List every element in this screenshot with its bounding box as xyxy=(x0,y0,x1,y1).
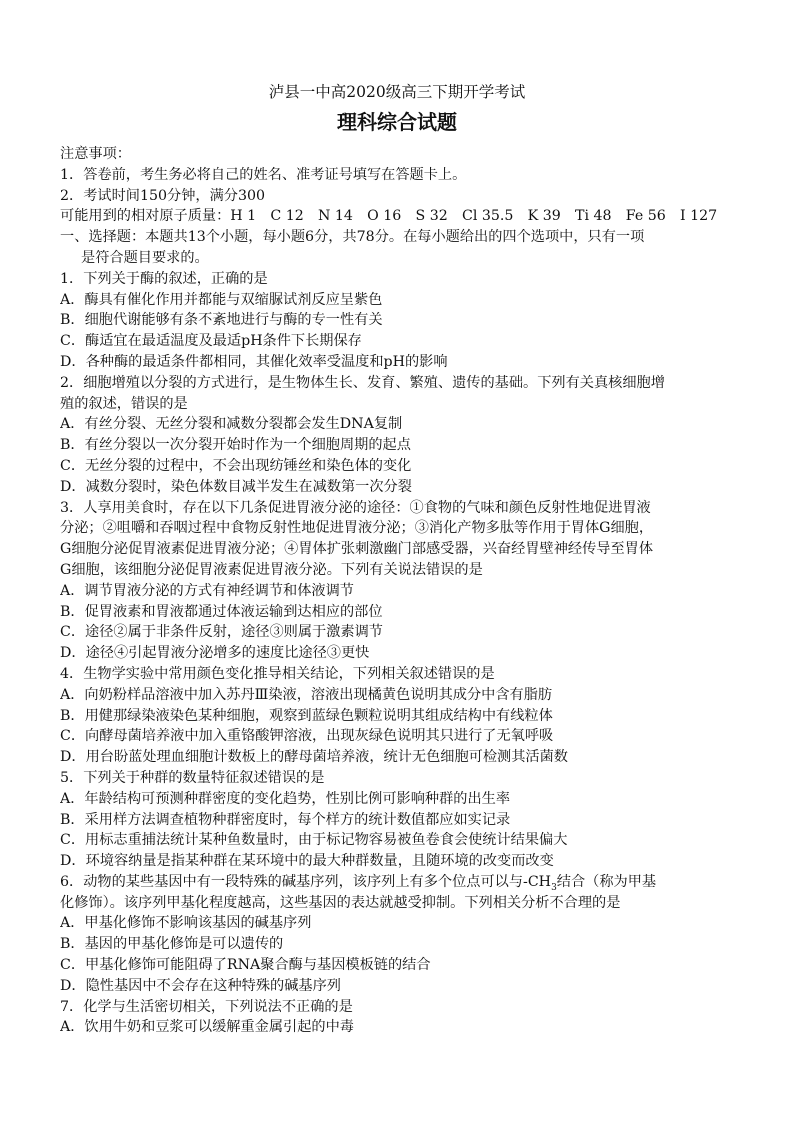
question-2-stem-cont: 殖的叙述，错误的是 xyxy=(60,395,188,412)
question-2-stem: 2．细胞增殖以分裂的方式进行，是生物体生长、发育、繁殖、遗传的基础。下列有关真核细胞增 xyxy=(60,374,665,391)
question-2-option-a: A．有丝分裂、无丝分裂和减数分裂都会发生DNA复制 xyxy=(60,416,403,433)
question-3-option-d: D．途径④引起胃液分泌增多的速度比途径③更快 xyxy=(60,645,370,662)
question-1-stem: 1．下列关于酶的叙述，正确的是 xyxy=(60,270,268,287)
question-2-option-d: D．减数分裂时，染色体数目减半发生在减数第一次分裂 xyxy=(60,478,412,495)
question-3-option-b: B．促胃液素和胃液都通过体液运输到达相应的部位 xyxy=(60,603,383,620)
exam-body xyxy=(60,144,740,1038)
question-3-stem-cont-1: 分泌；②咀嚼和吞咽过程中食物反射性地促进胃液分泌；③消化产物多肽等作用于胃体G细胞， xyxy=(60,520,654,537)
question-3-stem-cont-3: G细胞，该细胞分泌促胃液素促进胃液分泌。下列有关说法错误的是 xyxy=(60,561,483,578)
question-7-option-a: A．饮用牛奶和豆浆可以缓解重金属引起的中毒 xyxy=(60,1019,354,1036)
question-3-stem-cont-2: G细胞分泌促胃液素促进胃液分泌；④胃体扩张刺激幽门部感受器，兴奋经胃壁神经传导至胃体 xyxy=(60,541,654,558)
question-6-option-b: B．基因的甲基化修饰是可以遗传的 xyxy=(60,936,284,953)
question-6-stem-cont: 化修饰）。该序列甲基化程度越高，这些基因的表达就越受抑制。下列相关分析不合理的是 xyxy=(60,894,621,911)
question-1-option-a: A．酶具有催化作用并都能与双缩脲试剂反应呈紫色 xyxy=(60,291,383,308)
question-3-option-c: C．途径②属于非条件反射，途径③则属于激素调节 xyxy=(60,624,383,641)
exam-title: 泸县一中高2020级高三下期开学考试 xyxy=(268,83,526,101)
question-5-option-c: C．用标志重捕法统计某种鱼数量时，由于标记物容易被鱼卷食会使统计结果偏大 xyxy=(60,832,568,849)
question-3-option-a: A．调节胃液分泌的方式有神经调节和体液调节 xyxy=(60,582,354,599)
notice-item-2: 2．考试时间150分钟，满分300 xyxy=(60,187,266,204)
question-6-stem-subscript: 3 xyxy=(551,882,557,893)
notice-heading: 注意事项： xyxy=(60,146,131,162)
question-6-option-c: C．甲基化修饰可能阻碍了RNA聚合酶与基因模板链的结合 xyxy=(60,957,431,974)
question-7-stem: 7．化学与生活密切相关，下列说法不正确的是 xyxy=(60,998,353,1015)
question-1-option-c: C．酶适宜在最适温度及最适pH条件下长期保存 xyxy=(60,333,362,350)
question-4-option-a: A．向奶粉样品溶液中加入苏丹Ⅲ染液，溶液出现橘黄色说明其成分中含有脂肪 xyxy=(60,686,553,703)
question-2-option-c: C．无丝分裂的过程中，不会出现纺锤丝和染色体的变化 xyxy=(60,457,412,474)
question-2-option-b: B．有丝分裂以一次分裂开始时作为一个细胞周期的起点 xyxy=(60,437,411,454)
section-heading-cont: 是符合题目要求的。 xyxy=(81,249,209,266)
question-6-stem xyxy=(60,872,740,893)
question-1-option-b: B．细胞代谢能够有条不紊地进行与酶的专一性有关 xyxy=(60,312,383,329)
question-1-option-d: D．各种酶的最适条件都相同，其催化效率受温度和pH的影响 xyxy=(60,353,448,370)
question-4-stem: 4．生物学实验中常用颜色变化推导相关结论，下列相关叙述错误的是 xyxy=(60,665,495,682)
atomic-masses: 可能用到的相对原子质量：H 1 C 12 N 14 O 16 S 32 Cl 35.5 K 39 Ti 48 Fe 56 I 127 xyxy=(60,208,718,225)
exam-subject-title: 理科综合试题 xyxy=(337,110,457,134)
question-5-option-a: A．年龄结构可预测种群密度的变化趋势，性别比例可影响种群的出生率 xyxy=(60,790,511,807)
question-4-option-c: C．向酵母菌培养液中加入重铬酸钾溶液，出现灰绿色说明其只进行了无氧呼吸 xyxy=(60,728,554,745)
question-4-option-b: B．用健那绿染液染色某种细胞，观察到蓝绿色颗粒说明其组成结构中有线粒体 xyxy=(60,707,553,724)
question-6-stem-pre: 6．动物的某些基因中有一段特殊的碱基序列，该序列上有多个位点可以与-CH xyxy=(60,873,552,890)
question-5-stem: 5．下列关于种群的数量特征叙述错误的是 xyxy=(60,769,325,786)
question-5-option-b: B．采用样方法调查植物种群密度时，每个样方的统计数值都应如实记录 xyxy=(60,811,511,828)
question-5-option-d: D．环境容纳量是指某种群在某环境中的最大种群数量，且随环境的改变而改变 xyxy=(60,853,554,870)
section-heading: 一、选择题：本题共13个小题，每小题6分，共78分。在每小题给出的四个选项中，只有一项 xyxy=(60,229,645,246)
question-6-option-a: A．甲基化修饰不影响该基因的碱基序列 xyxy=(60,915,312,932)
question-6-option-d: D．隐性基因中不会存在这种特殊的碱基序列 xyxy=(60,977,341,994)
notice-item-1: 1．答卷前，考生务必将自己的姓名、准考证号填写在答题卡上。 xyxy=(60,166,467,183)
question-6-stem-post: 结合（称为甲基 xyxy=(556,873,657,890)
question-4-option-d: D．用台盼蓝处理血细胞计数板上的酵母菌培养液，统计无色细胞可检测其活菌数 xyxy=(60,749,568,766)
question-3-stem: 3．人享用美食时，存在以下几条促进胃液分泌的途径：①食物的气味和颜色反射性地促进胃液 xyxy=(60,499,651,516)
